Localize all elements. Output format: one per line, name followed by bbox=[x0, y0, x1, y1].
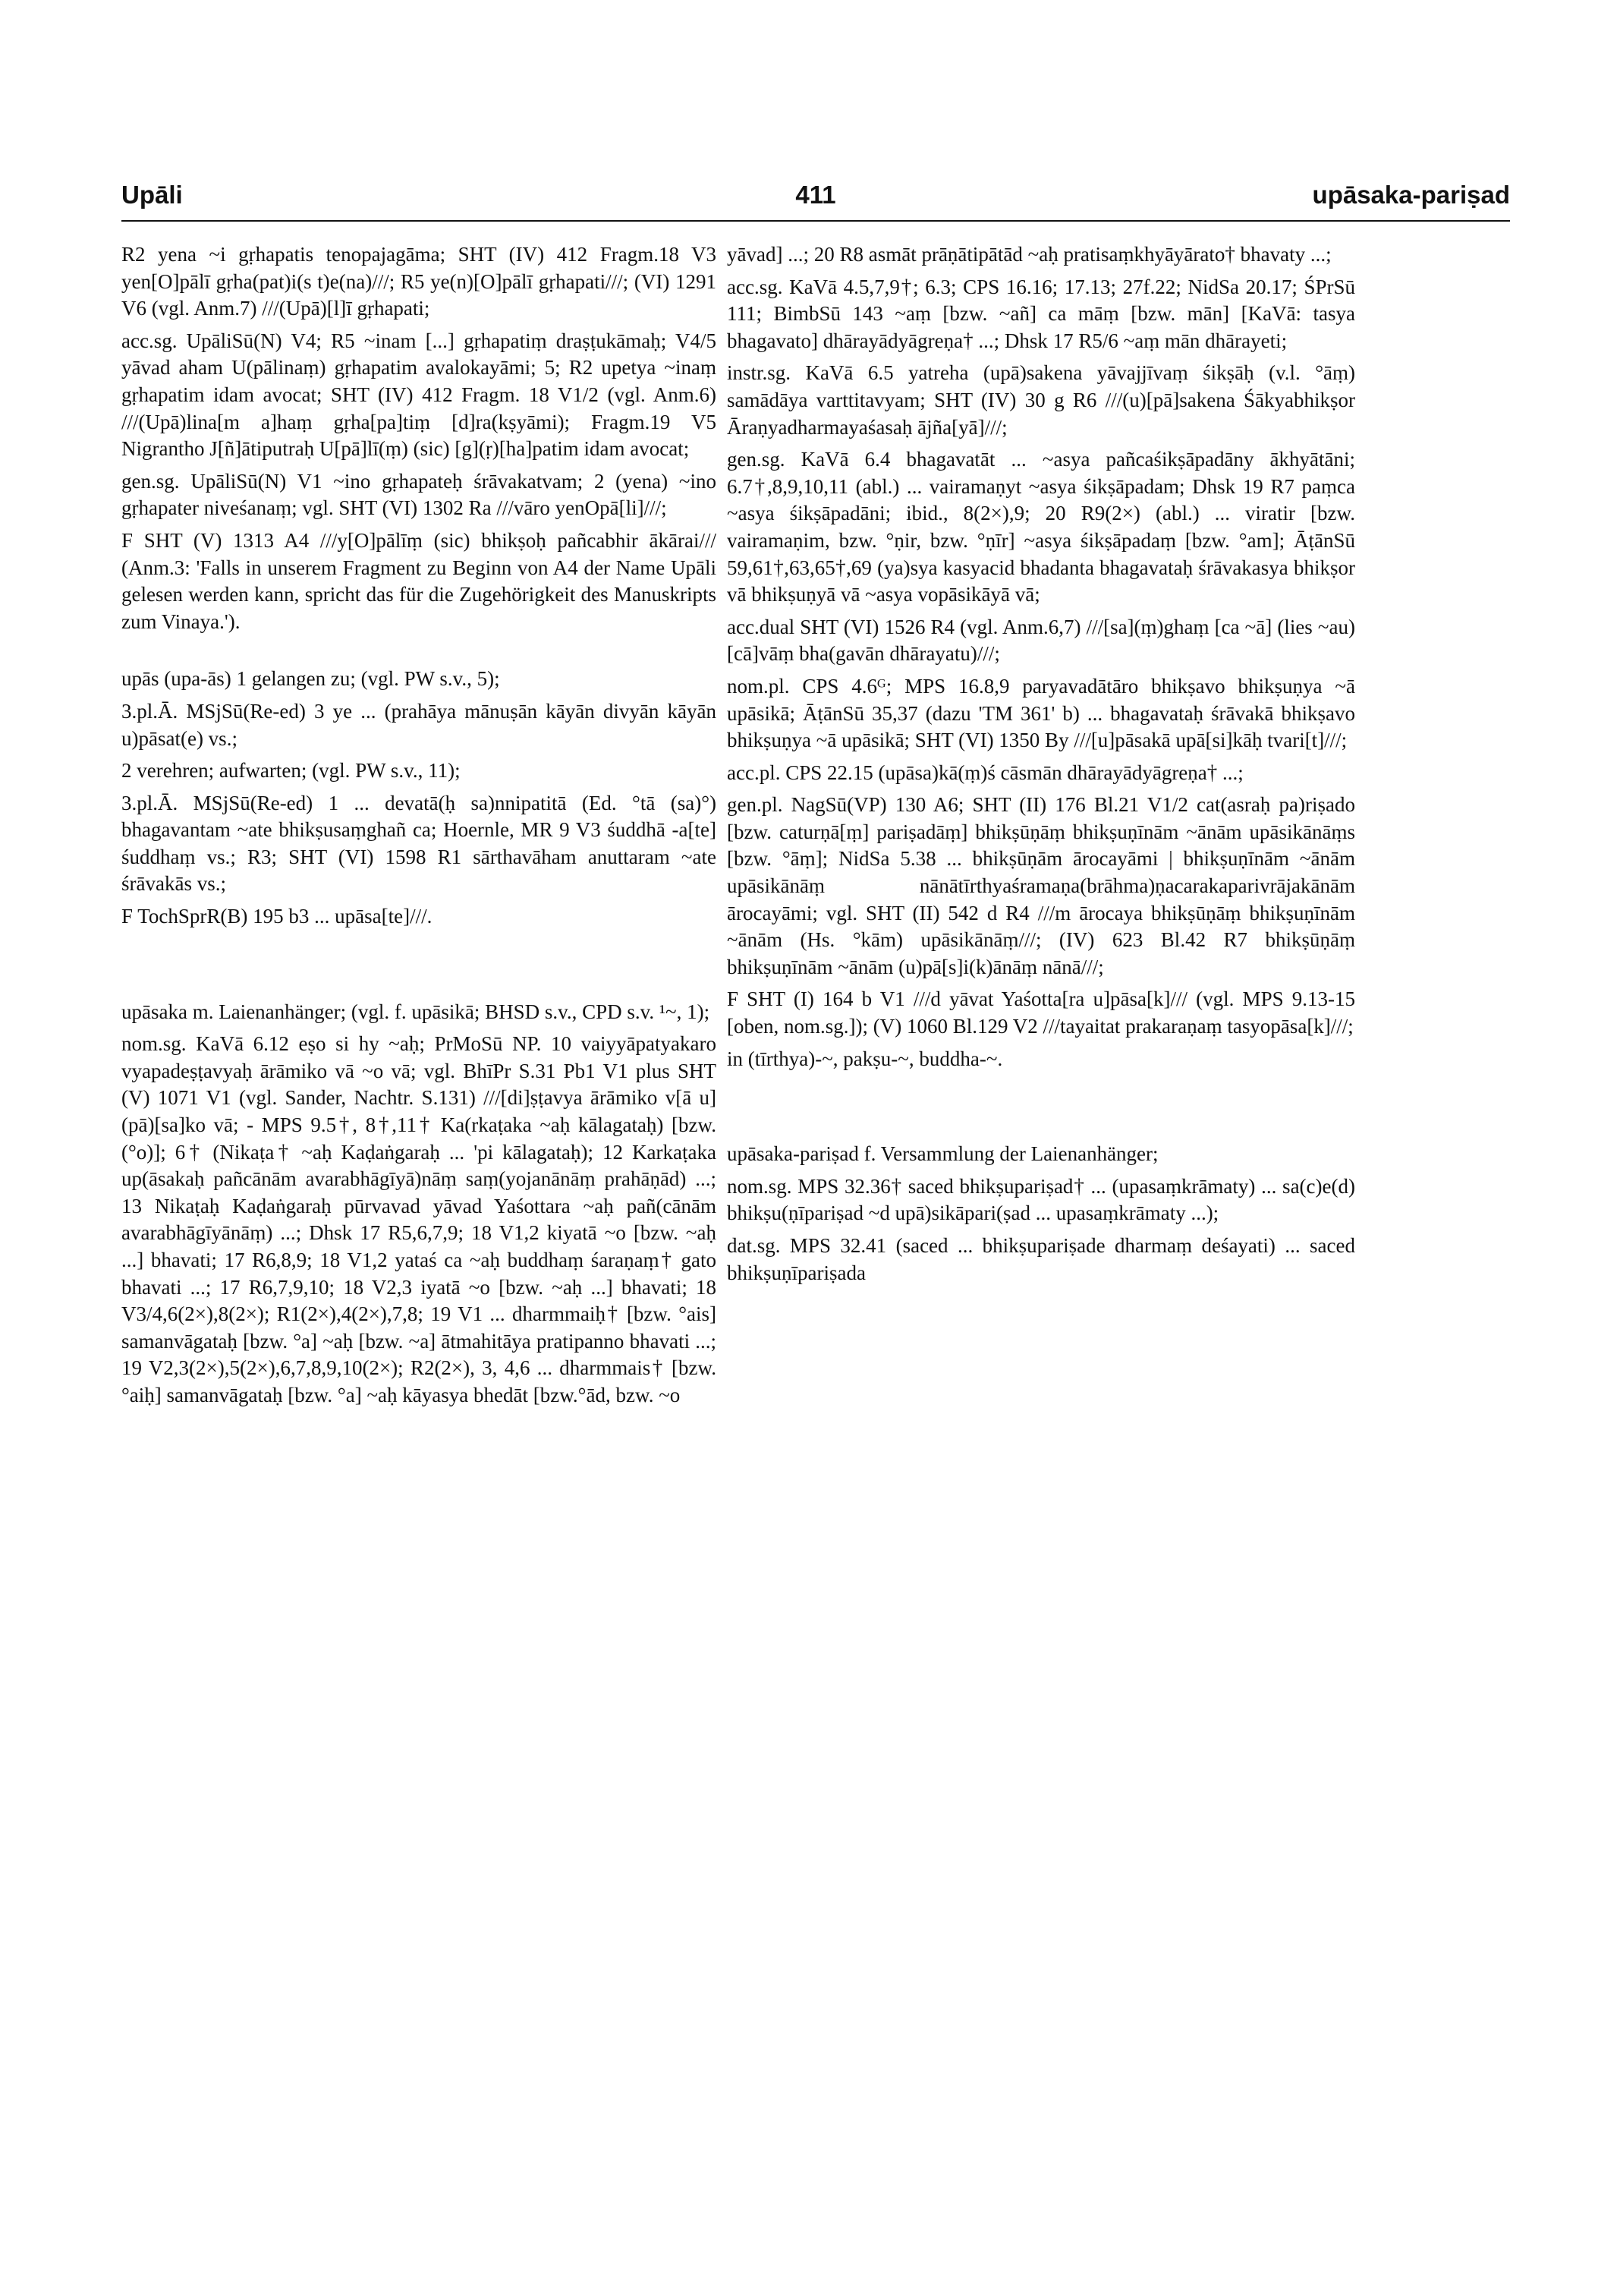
entry-paragraph: yāvad] ...; 20 R8 asmāt prāṇātipātād ~aḥ pratisaṃkhyāyāratо† bhavaty ...; bbox=[727, 243, 1332, 266]
entry-paragraph: acc.sg. UpāliSū(N) V4; R5 ~inam [...] gṛhapatiṃ draṣṭukāmaḥ; V4/5 yāvad aham U(pālinaṃ) gṛhapatim avalokayāmi; 5; R2 upetya ~inaṃ gṛhapatim idam avocat; SHT (IV) 412 Fragm. 18 V1/2 (vgl. Anm.6) ///(Upā)lina[m a]haṃ gṛha[pa]tiṃ [d]ra(kṣyāmi); Fragm.19 V5 Nigrantho J[ñ]ātiputraḥ U[pā]lī(ṃ) (sic) [g](ṛ)[ha]patim idam avocat; bbox=[121, 329, 716, 461]
page-number: 411 bbox=[795, 181, 836, 209]
entry-paragraph: 3.pl.Ā. MSjSū(Re-ed) 1 ... devatā(ḥ sa)nnipatitā (Ed. °tā (sa)°) bhagavantam ~ate bhikṣusaṃghañ ca; Hoernle, MR 9 V3 śuddhā -a[te] śuddhaṃ vs.; R3; SHT (VI) 1598 R1 sārthavāham anuttaram ~ate śrāvakās vs.; bbox=[121, 791, 716, 896]
entry-paragraph: instr.sg. KaVā 6.5 yatreha (upā)sakena yāvajjīvaṃ śikṣāḥ (v.l. °āṃ) samādāya varttitavyam; SHT (IV) 30 g R6 ///(u)[pā]sakena Śākyabhikṣor Āraṇyadharmayaśasaḥ ājña[yā]///; bbox=[727, 361, 1355, 439]
headword-upasaka-parisad: upāsaka-pariṣad f. Versammlung der Laienanhänger; bbox=[727, 1142, 1159, 1166]
entry-paragraph: acc.sg. KaVā 4.5,7,9†; 6.3; CPS 16.16; 17.13; 27f.22; NidSa 20.17; ŚPrSū 111; BimbSū 143 ~aṃ [bzw. ~añ] ca māṃ [bzw. mān] [KaVā: tasya bhagavato] dhārayādyāgreṇa† ...; Dhsk 17 R5/6 ~aṃ mān dhārayeti; bbox=[727, 275, 1355, 352]
entry-paragraph: 2 verehren; aufwarten; (vgl. PW s.v., 11); bbox=[121, 759, 461, 783]
entry-paragraph: nom.pl. CPS 4.6ᴳ; MPS 16.8,9 paryavadātāro bhikṣavo bhikṣuṇya ~ā upāsikā; ĀṭānSū 35,37 (dazu 'TM 361' b) ... bhagavataḥ śrāvakā bhikṣavo bhikṣuṇya ~ā upāsikā; SHT (VI) 1350 By ///[u]pāsakā upā[si]kāḥ tvari[t]///; bbox=[727, 674, 1355, 752]
header-left-term: Upāli bbox=[121, 181, 183, 209]
headword-upas: upās (upa-ās) 1 gelangen zu; (vgl. PW s.v., 5); bbox=[121, 667, 500, 691]
entry-paragraph: F SHT (V) 1313 A4 ///y[O]pālīṃ (sic) bhikṣoḥ pañcabhir ākārai/// (Anm.3: 'Falls in unserem Fragment zu Beginn von A4 der Name Upāli gelesen werden kann, spricht das für die Zugehörigkeit des Manuskripts zum Vinaya.'). bbox=[121, 528, 716, 633]
entry-paragraph: dat.sg. MPS 32.41 (saced ... bhikṣupariṣade dharmaṃ deśayati) ... saced bhikṣuṇīpariṣada bbox=[727, 1234, 1355, 1284]
entry-paragraph: in (tīrthya)-~, pakṣu-~, buddha-~. bbox=[727, 1047, 1003, 1070]
entry-paragraph: gen.pl. NagSū(VP) 130 A6; SHT (II) 176 Bl.21 V1/2 cat(asraḥ pa)riṣado [bzw. caturṇā[ṃ] pariṣadāṃ] bhikṣūṇāṃ bhikṣuṇīnām ~ānām upāsikānāṃs [bzw. °āṃ]; NidSa 5.38 ... bhikṣūṇām ārocayāmi | bhikṣuṇīnām ~ānām upāsikānāṃ nānātīrthyaśramaṇa(brāhma)ṇacarakaparivrājakānām ārocayāmi; vgl. SHT (II) 542 d R4 ///m ārocaya bhikṣūṇāṃ bhikṣuṇīnām ~ānām (Hs. °kām) upāsikānāṃ///; (IV) 623 Bl.42 R7 bhikṣūṇāṃ bhikṣuṇīnām ~ānām (u)pā[s]i(k)ānāṃ nānā///; bbox=[727, 793, 1355, 978]
right-column bbox=[727, 241, 1355, 1292]
entry-paragraph: gen.sg. KaVā 6.4 bhagavatāt ... ~asya pañcaśikṣāpadāny ākhyātāni; 6.7†,8,9,10,11 (abl.) ... vairamaṇyt ~asya śikṣāpadam; Dhsk 19 R7 paṃca ~asya śikṣāpadāni; ibid., 8(2×),9; 20 R9(2×) (abl.) ... viratir [bzw. vairamaṇim, bzw. °ṇir, bzw. °ṇīr] ~asya śikṣāpadaṃ [bzw. °am]; ĀṭānSū 59,61†,63,65†,69 (ya)sya kasyacid bhadanta bhagavataḥ śrāvakasya bhikṣor vā bhikṣuṇyā vā ~asya vopāsikāyā vā; bbox=[727, 448, 1355, 606]
running-header bbox=[121, 181, 1510, 219]
entry-paragraph: nom.sg. KaVā 6.12 eṣo si hy ~aḥ; PrMoSū NP. 10 vaiyyāpatyakaro vyapadeṣṭavyaḥ ārāmiko vā ~o vā; vgl. BhīPr S.31 Pb1 V1 plus SHT (V) 1071 V1 (vgl. Sander, Nachtr. S.131) ///[di]ṣṭavya ārāmiko v[ā u](pā)[sa]ko vā; - MPS 9.5†, 8†,11† Ka(rkaṭaka ~aḥ kālagataḥ) [bzw. (°o)]; 6† (Nikaṭa† ~aḥ Kaḍaṅgaraḥ ... 'pi kālagataḥ); 12 Karkaṭaka up(āsakaḥ pañcānām avarabhāgīyā)nāṃ saṃ(yojanānāṃ prahāṇād) ...; 13 Nikaṭaḥ Kaḍaṅgaraḥ pūrvavad yāvad Yaśottara ~aḥ pañ(cānām avarabhāgīyānāṃ) ...; Dhsk 17 R5,6,7,9; 18 V1,2 kiyatā ~o [bzw. ~aḥ ...] bhavati; 17 R6,8,9; 18 V1,2 yataś ca ~aḥ buddhaṃ śaraṇaṃ† gato bhavati ...; 17 R6,7,9,10; 18 V2,3 iyatā ~o [bzw. ~aḥ ...] bhavati; 18 V3/4,6(2×),8(2×); R1(2×),4(2×),7,8; 19 V1 ... dharmmaiḥ† [bzw. °ais] samanvāgataḥ [bzw. °a] ~aḥ [bzw. ~a] ātmahitāya pratipanno bhavati ...; 19 V2,3(2×),5(2×),6,7,8,9,10(2×); R2(2×), 3, 4,6 ... dharmmais† [bzw. °aiḥ] samanvāgataḥ [bzw. °a] ~aḥ kāyasya bhedāt [bzw.°ād, bzw. ~o bbox=[121, 1032, 716, 1406]
header-rule bbox=[121, 220, 1510, 222]
entry-paragraph: F SHT (I) 164 b V1 ///d yāvat Yaśotta[ra u]pāsa[k]/// (vgl. MPS 9.13-15 [oben, nom.sg.]); (V) 1060 Bl.129 V2 ///tayaitat prakaraṇaṃ tasyopāsa[k]///; bbox=[727, 987, 1355, 1038]
entry-paragraph: 3.pl.Ā. MSjSū(Re-ed) 3 ye ... (prahāya mānuṣān kāyān divyān kāyān u)pāsat(e) vs.; bbox=[121, 699, 716, 750]
headword-upasaka: upāsaka m. Laienanhänger; (vgl. f. upāsikā; BHSD s.v., CPD s.v. ¹~, 1); bbox=[121, 1000, 710, 1023]
entry-paragraph: acc.pl. CPS 22.15 (upāsa)kā(ṃ)ś cāsmān dhārayādyāgreṇa† ...; bbox=[727, 761, 1244, 784]
entry-paragraph: gen.sg. UpāliSū(N) V1 ~ino gṛhapateḥ śrāvakatvam; 2 (yena) ~ino gṛhapater niveśanaṃ; vgl. SHT (VI) 1302 Ra ///vāro yenOpā[li]///; bbox=[121, 469, 716, 520]
entry-paragraph: R2 yena ~i gṛhapatis tenopajagāma; SHT (IV) 412 Fragm.18 V3 yen[O]pālī gṛha(pat)i(s t)e(na)///; R5 ye(n)[O]pālī gṛhapati///; (VI) 1291 V6 (vgl. Anm.7) ///(Upā)[l]ī gṛhapati; bbox=[121, 243, 716, 320]
entry-paragraph: F TochSprR(B) 195 b3 ... upāsa[te]///. bbox=[121, 905, 433, 928]
entry-paragraph: nom.sg. MPS 32.36† saced bhikṣupariṣad† ... (upasaṃkrāmaty) ... sa(c)e(d) bhikṣu(ṇīpariṣad ~d upā)sikāpari(ṣad ... upasaṃkrāmaty ...); bbox=[727, 1174, 1355, 1225]
header-right-term: upāsaka-pariṣad bbox=[1312, 181, 1510, 209]
entry-paragraph: acc.dual SHT (VI) 1526 R4 (vgl. Anm.6,7) ///[sa](ṃ)ghaṃ [ca ~ā] (lies ~au) [cā]vāṃ bha(gavān dhārayatu)///; bbox=[727, 615, 1355, 666]
left-column bbox=[121, 241, 716, 1415]
